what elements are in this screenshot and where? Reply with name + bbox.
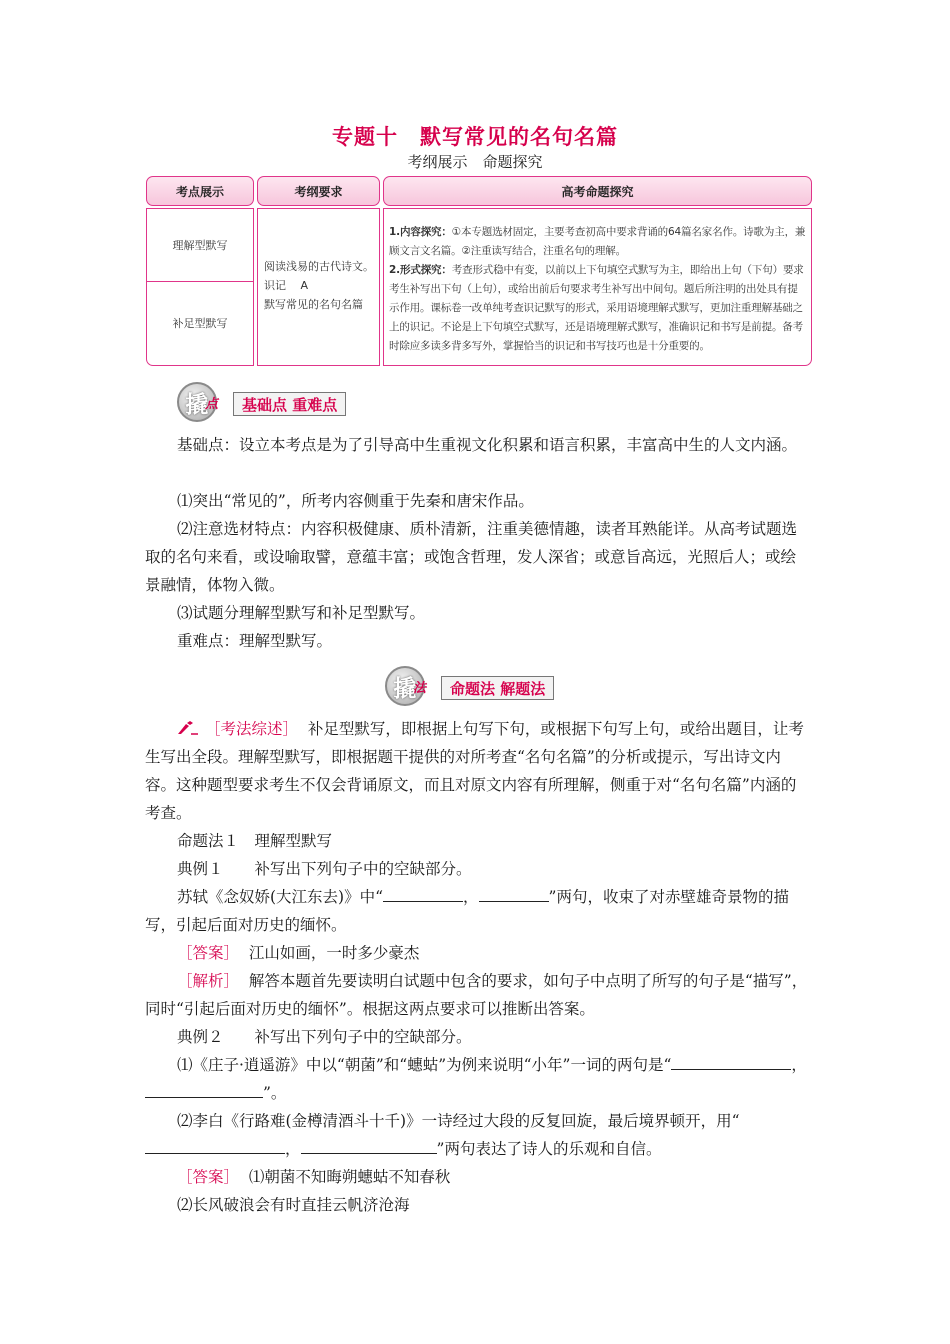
section-banner-basics [177, 382, 397, 424]
answer-text: ⑴朝菌不知晦朔蟪蛄不知春秋 [248, 1168, 451, 1186]
answer-blank[interactable] [671, 1053, 791, 1070]
kaodian-item: 理解型默写 [172, 239, 228, 252]
explore-text [389, 223, 806, 356]
requirement-column [257, 208, 380, 366]
header-kaodian: 考点展示 [146, 176, 254, 206]
summary-tag: ［考法综述］ [205, 720, 299, 738]
header-explore: 高考命题探究 [383, 176, 812, 206]
section-banner-methods [385, 666, 605, 708]
answer-text: 江山如画，一时多少豪杰 [248, 944, 420, 962]
question-text: ⑵李白《行路难(金樽清酒斗十千)》一诗经过大段的反复回旋，最后境界顿开，用“ [177, 1112, 740, 1130]
header-kaogang: 考纲要求 [257, 176, 380, 206]
exam-overview-table [146, 176, 812, 366]
explore-label: 1.内容探究： [389, 226, 452, 238]
summary-text: 补足型默写，即根据上句写下句，或根据下句写上句，或给出题目，让考生写出全段。理解型默写，即根据题干提供的对所考查“名句名篇”的分析或提示，写出诗文内容。这种题型要求考生不仅会背诵原文，而且对原文内容有所理解，侧重于对“名句名篇”内涵的考查。 [145, 720, 804, 822]
example-2-title: 典例２ 补写出下列句子中的空缺部分。 [177, 1028, 472, 1046]
method-summary [145, 715, 811, 827]
analysis-text: 解答本题首先要读明白试题中包含的要求，如句子中点明了所写的句子是“描写”，同时“引起后面对历史的缅怀”。根据这两点要求可以推断出答案。 [145, 972, 808, 1018]
explore-content: 考查形式稳中有变，以前以上下句填空式默写为主，即给出上句（下句）要求考生补写出下句（上句），或给出前后句要求考生补写出中间句。题后所注明的出处具有提示作用。课标卷一改单纯考查识记默写的形式，采用语境理解式默写，更加注重理解基础之上的识记。不论是上下句填空式默写，还是语境理解式默写，准确识记和书写是前提。备考时除应多读多背多写外，掌握恰当的识记和书写技巧也是十分重要的。 [389, 264, 804, 352]
pry-badge-icon: 撬 [385, 666, 425, 706]
answer-blank[interactable] [145, 1137, 285, 1154]
example-1-analysis [145, 967, 811, 1023]
answer-tag: ［答案］ [177, 1168, 240, 1186]
requirement-line: 识记 A [264, 279, 309, 292]
example-2-question-1 [145, 1051, 811, 1107]
explore-column [383, 208, 812, 366]
banner-label: 基础点 重难点 [233, 392, 346, 416]
answer-blank[interactable] [301, 1137, 437, 1154]
kaodian-item: 补足型默写 [172, 317, 228, 330]
pry-badge-icon: 撬 [177, 382, 217, 422]
question-text: ⑴《庄子·逍遥游》中以“朝菌”和“蟪蛄”为例来说明“小年”一词的两句是“ [177, 1056, 672, 1074]
question-text: 苏轼《念奴娇(大江东去)》中“ [177, 888, 384, 906]
blank-separator: ， [463, 888, 479, 906]
answer-tag: ［答案］ [177, 944, 240, 962]
basics-point-1: ⑴突出“常见的”，所考内容侧重于先秦和唐宋作品。 [177, 492, 534, 510]
badge-suffix: 法 [413, 681, 427, 696]
answer-blank[interactable] [479, 885, 549, 902]
basics-intro: 基础点：设立本考点是为了引导高中生重视文化积累和语言积累，丰富高中生的人文内涵。 [177, 436, 798, 454]
explore-label: 2.形式探究： [389, 264, 452, 276]
page-subtitle: 考纲展示 命题探究 [407, 153, 543, 171]
example-1-question [145, 883, 811, 939]
page-title: 专题十 默写常见的名句名篇 [332, 125, 618, 149]
basics-point-2: ⑵注意选材特点：内容积极健康、质朴清新，注重美德情趣，读者耳熟能详。从高考试题选取的名句来看，或设喻取譬，意蕴丰富；或饱含哲理，发人深省；或意旨高远，光照后人；或绘景融情，体物入微。 [145, 520, 798, 594]
example-1-answer [177, 939, 419, 967]
hard-point: 重难点：理解型默写。 [177, 632, 333, 650]
example-2-answer-1 [177, 1163, 450, 1191]
question-text: ”两句，收束了对赤壁雄奇景物的描写，引起后面对历史的缅怀。 [145, 888, 789, 934]
pen-icon [177, 721, 199, 735]
requirement-line: 默写常见的名句名篇 [264, 298, 363, 311]
example-2-question-2 [145, 1107, 811, 1163]
example-2-answer-2: ⑵长风破浪会有时直挂云帆济沧海 [177, 1196, 410, 1214]
answer-blank[interactable] [145, 1081, 263, 1098]
method-1-title: 命题法１ 理解型默写 [177, 832, 333, 850]
requirement-line: 阅读浅易的古代诗文。 [264, 260, 374, 273]
kaodian-column [146, 208, 254, 366]
requirement-text [264, 257, 374, 314]
question-text: ”。 [263, 1084, 287, 1102]
blank-separator: ， [791, 1056, 807, 1074]
explore-content: ①本专题选材固定，主要考查初高中要求背诵的64篇名家名作。诗歌为主，兼顾文言文名篇。②注重读写结合，注重名句的理解。 [389, 226, 806, 257]
question-text: ”两句表达了诗人的乐观和自信。 [436, 1140, 662, 1158]
analysis-tag: ［解析］ [177, 972, 240, 990]
example-1-title: 典例１ 补写出下列句子中的空缺部分。 [177, 860, 472, 878]
divider [147, 281, 253, 282]
blank-separator: ， [285, 1140, 301, 1158]
banner-label: 命题法 解题法 [441, 676, 554, 700]
answer-blank[interactable] [383, 885, 463, 902]
badge-suffix: 点 [205, 397, 219, 412]
basics-point-3: ⑶试题分理解型默写和补足型默写。 [177, 604, 426, 622]
